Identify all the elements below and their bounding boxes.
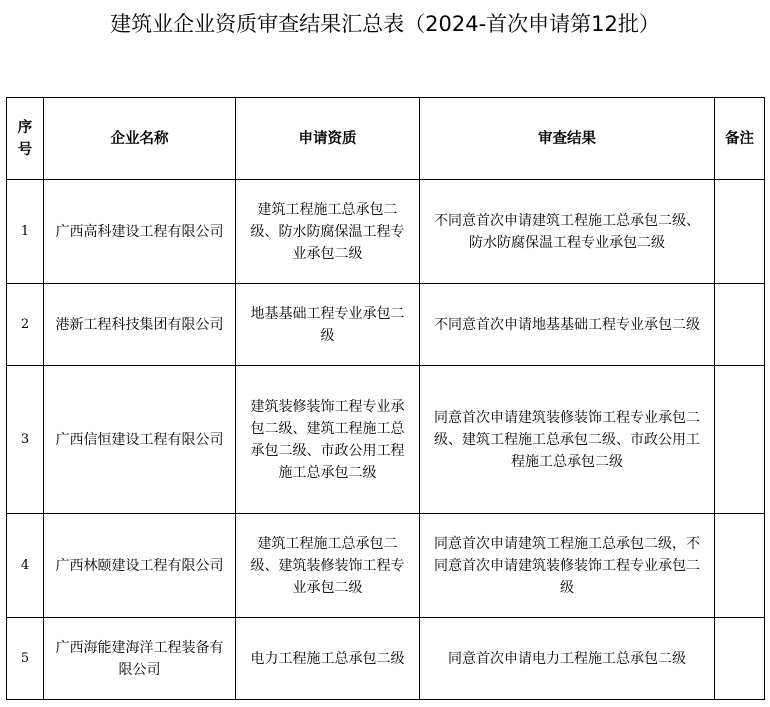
cell-remarks — [715, 284, 765, 366]
cell-serial-number: 4 — [7, 514, 44, 618]
cell-company-name: 广西海能建海洋工程装备有限公司 — [44, 618, 236, 700]
table-row — [7, 514, 765, 618]
cell-serial-number: 1 — [7, 180, 44, 284]
header-serial-number: 序号 — [7, 98, 44, 180]
table-row — [7, 618, 765, 700]
cell-serial-number: 5 — [7, 618, 44, 700]
cell-review-result: 同意首次申请建筑工程施工总承包二级，不同意首次申请建筑装修装饰工程专业承包二级 — [420, 514, 715, 618]
cell-review-result: 同意首次申请电力工程施工总承包二级 — [420, 618, 715, 700]
table-row — [7, 284, 765, 366]
document-title: 建筑业企业资质审查结果汇总表（2024-首次申请第12批） — [110, 12, 660, 36]
table-row — [7, 180, 765, 284]
cell-remarks — [715, 514, 765, 618]
header-remarks: 备注 — [715, 98, 765, 180]
cell-applied-qualification: 建筑工程施工总承包二级、建筑装修装饰工程专业承包二级 — [236, 514, 420, 618]
cell-review-result: 不同意首次申请地基基础工程专业承包二级 — [420, 284, 715, 366]
cell-applied-qualification: 地基基础工程专业承包二级 — [236, 284, 420, 366]
cell-applied-qualification: 建筑装修装饰工程专业承包二级、建筑工程施工总承包二级、市政公用工程施工总承包二级 — [236, 366, 420, 514]
header-company-name: 企业名称 — [44, 98, 236, 180]
cell-serial-number: 2 — [7, 284, 44, 366]
cell-company-name: 广西高科建设工程有限公司 — [44, 180, 236, 284]
cell-applied-qualification: 电力工程施工总承包二级 — [236, 618, 420, 700]
header-review-result: 审查结果 — [420, 98, 715, 180]
table-row — [7, 366, 765, 514]
cell-company-name: 广西林颐建设工程有限公司 — [44, 514, 236, 618]
qualification-review-table — [6, 97, 765, 700]
cell-review-result: 不同意首次申请建筑工程施工总承包二级、防水防腐保温工程专业承包二级 — [420, 180, 715, 284]
table-header-row — [7, 98, 765, 180]
cell-serial-number: 3 — [7, 366, 44, 514]
cell-review-result: 同意首次申请建筑装修装饰工程专业承包二级、建筑工程施工总承包二级、市政公用工程施工总承包二级 — [420, 366, 715, 514]
cell-applied-qualification: 建筑工程施工总承包二级、防水防腐保温工程专业承包二级 — [236, 180, 420, 284]
cell-remarks — [715, 180, 765, 284]
cell-company-name: 广西信恒建设工程有限公司 — [44, 366, 236, 514]
cell-remarks — [715, 618, 765, 700]
header-applied-qualification: 申请资质 — [236, 98, 420, 180]
cell-company-name: 港新工程科技集团有限公司 — [44, 284, 236, 366]
cell-remarks — [715, 366, 765, 514]
